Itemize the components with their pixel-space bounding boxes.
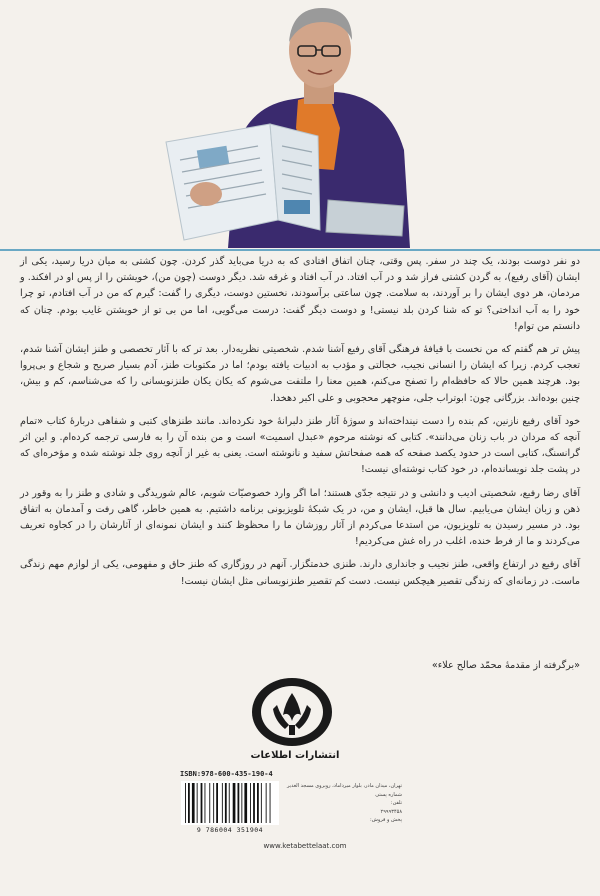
barcode-bar [225, 783, 227, 823]
barcode-bar [238, 783, 240, 823]
barcode [181, 781, 279, 825]
barcode-bar [233, 783, 236, 823]
publisher-name: انتشارات اطلاعات [250, 750, 340, 761]
divider-rule [0, 249, 600, 251]
publisher-emblem-icon [249, 675, 335, 749]
publisher-website: www.ketabettelaat.com [263, 842, 347, 850]
barcode-bar [241, 783, 242, 823]
paragraph-1: دو نفر دوست بودند، یک چند در سفر. پس وقتی، چنان اتفاق افتادی که به دریا می‌باید گذر کردن. چون کشتی به میان دریا رسید، یکی از ایشان (آقای رفیع)، به گردن کشتی فراز شد و در آب افتاد. در آب افتاد و غرقه شد. دیگر دوست (چون من)، خویشتن را از پس او در افکند. و مردمان، هر دوی ایشان را بر آوردند، به سلامت. چون ساعتی برآسودند، نخستین دوست، دیگری را گفت: گیرم که من در آب افتادم، تو چرا خود را به آب انداختی؟ تو که شنا کردن بلد نیستی! و دوست دیگر گفت: درست می‌گویی، اما من بی تو از خویشتن غایب بودم. چنان که دانستم من توام! [20, 256, 580, 332]
barcode-bar [222, 783, 223, 823]
contact-line: تلفن: [390, 800, 402, 806]
contact-line: پخش و فروش: [370, 817, 402, 823]
barcode-bar [205, 783, 206, 823]
contact-line: تهران، میدان مادر، بلوار میرداماد، روبروی مسجد الغدیر [286, 783, 402, 789]
barcode-bar [197, 783, 198, 823]
barcode-bar [216, 783, 218, 823]
barcode-bar [213, 783, 214, 823]
barcode-bar [270, 783, 271, 823]
quote-attribution: «برگرفته از مقدمهٔ محمّد صالح علاء» [431, 660, 580, 671]
back-cover-text [20, 254, 580, 597]
barcode-bar [229, 783, 230, 823]
barcode-bar [253, 783, 255, 823]
barcode-bar [209, 783, 210, 823]
barcode-bar [201, 783, 203, 823]
barcode-bar [257, 783, 259, 823]
publisher-contact [282, 782, 402, 825]
barcode-bar [192, 783, 195, 823]
barcode-bar [250, 783, 251, 823]
author-photo-illustration [158, 0, 420, 248]
barcode-bar [188, 783, 190, 823]
paragraph-5: آقای رفیع در ارتفاع واقعی، طنز نجیب و جانداری دارند. طنزی خدمتگزار. آنهم در روزگاری که طنز حاق و مفهومی، یکی از لوازم مهم زندگی ماست. در زمانه‌ای که زندگی تقصیر هیچکس نیست. دست کم تقصیر طنزنویسانی مثل ایشان نیست! [20, 559, 580, 587]
publisher-logo [249, 675, 335, 749]
isbn-number: ISBN:978-600-435-190-4 [180, 770, 273, 778]
contact-line: شماره پستی [375, 791, 402, 798]
barcode-bar [244, 783, 247, 823]
author-photo [158, 0, 420, 248]
barcode-digits: 9 786004 351904 [196, 826, 264, 834]
barcode-bars [181, 781, 279, 825]
barcode-bar [185, 783, 186, 823]
paragraph-4: آقای رضا رفیع، شخصیتی ادیب و دانشی و در نتیجه جدّی هستند؛ اما اگر وارد خصوصیّات شویم، عالم شوریدگی و شادی و طنز را به وقور در ذهن و زبان ایشان می‌یابیم. سال ها قبل، ایشان و من، در یک شبکهٔ تلویزیونی برنامه داشتیم. به همین خاطر، گاهی رفت و آمدمان به اتفاق بود. در مسیر رسیدن به تلویزیون، من استدعا می‌کردم از آثار روزشان ما را محظوظ کنند و ایشان نمونه‌ای از آثارشان را در کجاوه تعریف می‌کردند و ما از فرط خنده، اغلب در راه غش می‌کردیم! [20, 487, 580, 548]
paragraph-2: پیش تر هم گفتم که من نخست با قیافهٔ فرهنگی آقای رفیع آشنا شدم. شخصیتی نظریه‌دار. بعد تر که با آثار تخصصی و طنز ایشان آشنا شدم، تعجب کردم. زیرا که ایشان را انسانی نجیب، خجالتی و مؤدب به ادبیات یافته بودم؛ اما در مکتوبات طنز، آدم بسیار صریح و شجاع و بی‌پروا بود. هرچند همین حالا که حافظه‌ام را تصفح می‌کنم، همین معنا را ملتفت می‌شوم که یکان یکان طنزنویسانی را که می‌شناسم، کم و بیش، چنین بوده‌اند. بزرگانی چون: ابوتراب جلی، منوچهر محجوبی و علی اکبر دهخدا. [20, 344, 580, 404]
barcode-bar [266, 783, 267, 823]
barcode-bar [261, 783, 262, 823]
paragraph-3: خود آقای رفیع نازنین، کم بنده را دست نینداخته‌اند و سوژهٔ آثار طنز دلبرانهٔ خود نکرده‌اند. مانند طنزهای کتبی و شفاهی دربارهٔ کتاب «تمام آنچه که مردان در باب زنان می‌دانند». کتابی که نوشته مرحوم «عبدل اسمیت» است و من بنده آن را به فارسی ترجمه کرده‌ام. و این اثر گرانسنگ، کتابی است در حدود یکصد صفحه که همه صفحاتش سفید و نانوشته است. یعنی به غیر از آنچه روی جلد نوشته شده و مؤخره‌ای که در پشت جلد نویسانده‌ام، در خود کتاب نوشته‌ای نیست! [20, 415, 580, 476]
contact-line: ۲۹۹۹۳۴۵۸ [380, 808, 402, 815]
